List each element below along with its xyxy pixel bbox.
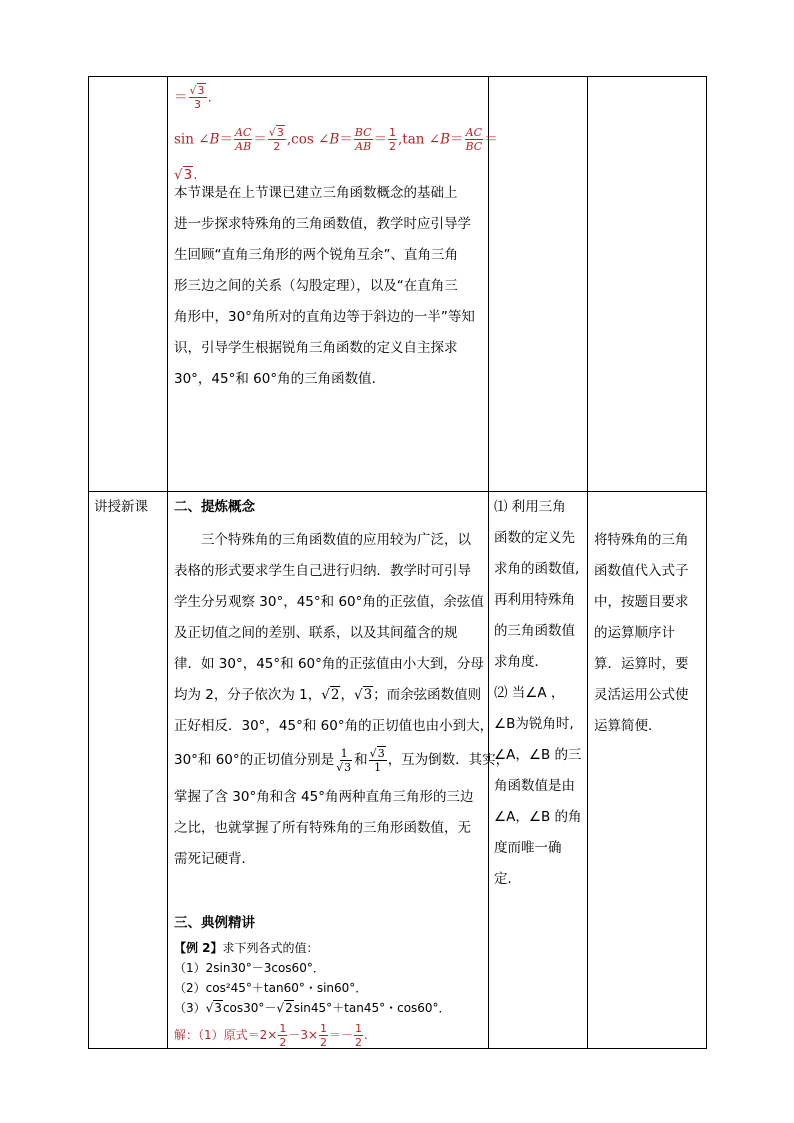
fraction-1-over-2: $\frac{1}{2}$ xyxy=(320,1022,328,1049)
paragraph-line: 三个特殊角的三角函数值的应用较为广泛，以 xyxy=(174,532,471,548)
row-label: 讲授新课 xyxy=(94,499,148,515)
paragraph-line: 生回顾“直角三角形的两个锐角互余”、直角三角 xyxy=(174,247,458,263)
example-item: （1）2sin30°－3cos60°． xyxy=(174,961,325,975)
paragraph-line: 识，引导学生根据锐角三角函数的定义自主探求 xyxy=(174,340,458,356)
solution-line: 解：（1）原式＝2× $\frac{1}{2}$ －3× $\frac{1}{2}$ ＝－ $\frac{1}{2}$ . xyxy=(174,1022,368,1049)
col3-line: ∠A，∠B 的角 xyxy=(494,809,582,825)
col3-line: 函数的定义先 xyxy=(494,530,575,546)
col3-line: ∠B为锐角时, xyxy=(494,716,574,732)
paragraph-line: 需死记硬背． xyxy=(174,851,255,867)
col3-line: 再利用特殊角 xyxy=(494,592,575,608)
main-content-cell xyxy=(174,492,510,1049)
col4-line: 算．运算时，要 xyxy=(594,656,689,672)
paragraph-line: 本节课是在上节课已建立三角函数概念的基础上 xyxy=(174,185,458,201)
table-top-border xyxy=(88,76,707,77)
paragraph-line: 30°，45°和 60°角的三角函数值． xyxy=(174,371,386,387)
table-left-border xyxy=(88,76,89,1049)
fraction-ac-over-bc: $\frac{AC}{BC}$ xyxy=(465,126,483,153)
col3-line: 求角度． xyxy=(494,654,548,670)
formula-line-2: √3. xyxy=(174,167,198,183)
fraction-ac-over-ab: $\frac{AC}{AB}$ xyxy=(234,126,252,153)
paragraph-line: 及正切值之间的差别、联系，以及其间蕴含的规 xyxy=(174,625,458,641)
fraction-sqrt3-over-3: $\frac{√3}{3}$ xyxy=(189,84,205,111)
col4-line: 运算简便． xyxy=(594,718,662,734)
section-heading-2: 二、提炼概念 xyxy=(174,499,255,515)
formula-line-1: sin ∠B＝ $\frac{AC}{AB}$ ＝ $\frac{√3}{2}$ ,cos ∠B＝ $\frac{BC}{AB}$ ＝ $\frac{1}{2}$ ,tan ∠B＝ $\frac{AC}{BC}$ ＝ xyxy=(174,126,498,153)
col3-line: 的三角函数值 xyxy=(494,623,575,639)
paragraph-line: 形三边之间的关系（勾股定理），以及“在直角三 xyxy=(174,278,458,294)
row-label-cell xyxy=(94,492,148,523)
fraction-1-over-2: $\frac{1}{2}$ xyxy=(279,1022,287,1049)
formula-line-0: ＝ $\frac{√3}{3}$ . xyxy=(174,84,212,111)
col4-line: 中，按题目要求 xyxy=(594,594,689,610)
table-col-divider-3 xyxy=(587,76,588,1049)
paragraph-line: 之比，也就掌握了所有特殊角的三角形函数值，无 xyxy=(174,820,471,836)
col3-line: 度而唯一确 xyxy=(494,840,562,856)
fraction-1-over-sqrt3: $\frac{1}{√3}$ xyxy=(336,746,352,774)
example-item: （3）√3cos30°－√2sin45°＋tan45°・cos60°． xyxy=(174,1001,451,1015)
example-item: （2）cos²45°＋tan60°・sin60°． xyxy=(174,981,368,995)
equals-sign: ＝ xyxy=(174,89,188,106)
paragraph-line: 角形中，30°角所对的直角边等于斜边的一半”等知 xyxy=(174,309,475,325)
paragraph-line: 学生分另观察 30°，45°和 60°角的正弦值，余弦值 xyxy=(174,594,484,610)
table-col-divider-2 xyxy=(488,76,489,1049)
col4-line: 灵活运用公式使 xyxy=(594,687,689,703)
col3-line: ∠A，∠B 的三 xyxy=(494,747,582,763)
paragraph-line: 进一步探求特殊角的三角函数值，教学时应引导学 xyxy=(174,216,471,232)
table-col-divider-1 xyxy=(167,76,168,1049)
paragraph-line-with-roots: 均为 2，分子依次为 1，√2，√3；而余弦函数值则 xyxy=(174,687,482,703)
col4-line: 函数值代入式子 xyxy=(594,563,689,579)
paragraph-line: 掌握了含 30°角和含 45°角两种直角三角形的三边 xyxy=(174,789,474,805)
fraction-1-over-2: $\frac{1}{2}$ xyxy=(389,126,397,153)
fraction-sqrt3-over-1: $\frac{√3}{1}$ xyxy=(369,746,385,774)
fraction-sqrt3-over-2: $\frac{√3}{2}$ xyxy=(268,126,284,153)
col4-line: 将特殊角的三角 xyxy=(594,532,689,548)
fraction-1-over-2: $\frac{1}{2}$ xyxy=(355,1022,363,1049)
fraction-bc-over-ab: $\frac{BC}{AB}$ xyxy=(354,126,372,153)
paragraph-line: 表格的形式要求学生自己进行归纳．教学时可引导 xyxy=(174,563,471,579)
paragraph-line: 正好相反．30°，45°和 60°角的正切值也由小到大， xyxy=(174,718,494,734)
col3-line: 定． xyxy=(494,871,521,887)
section-heading-3: 三、典例精讲 xyxy=(174,915,255,931)
paragraph-line: 律．如 30°，45°和 60°角的正弦值由小大到，分母 xyxy=(174,656,484,672)
col4-line: 的运算顺序计 xyxy=(594,625,675,641)
col3-line: 角函数值是由 xyxy=(494,778,575,794)
table-right-border xyxy=(706,76,707,1049)
col3-line: 求角的函数值, xyxy=(494,561,580,577)
col3-line: ⑵ 当∠A ， xyxy=(494,685,565,701)
col3-line: ⑴ 利用三角 xyxy=(494,499,566,515)
example-title: 【例 2】求下列各式的值： xyxy=(174,941,319,955)
paragraph-line-with-fractions: 30°和 60°的正切值分别是 $\frac{1}{√3}$ 和 $\frac{√3}{1}$ ，互为倒数．其实， xyxy=(174,746,510,774)
